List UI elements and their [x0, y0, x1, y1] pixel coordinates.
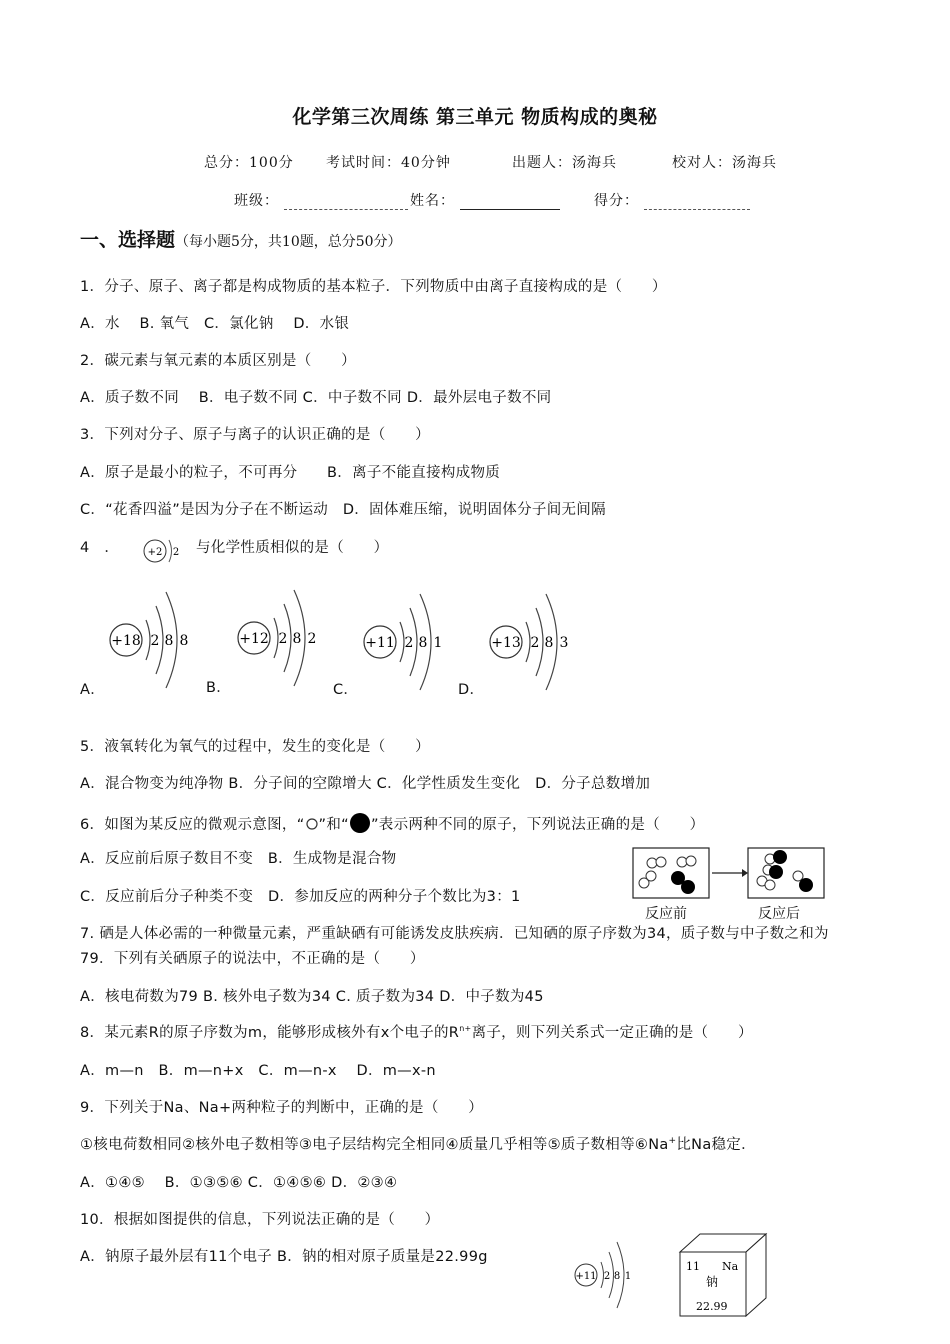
atom-d-nucleus: +13 — [491, 635, 521, 651]
q9-charge: + — [668, 1136, 677, 1147]
q9-statements-part2: 比Na稳定． — [676, 1137, 756, 1153]
name-field[interactable] — [410, 190, 560, 210]
q8-charge: n+ — [459, 1024, 472, 1034]
section-heading — [80, 225, 402, 252]
atom-d-shell-3: 3 — [559, 635, 569, 651]
element-card — [676, 1228, 772, 1318]
q3-option-ab: A．原子是最小的粒子，不可再分 B．离子不能直接构成物质 — [80, 465, 501, 481]
q6-stem-part3: ”表示两种不同的原子，下列说法正确的是（ ） — [370, 817, 705, 833]
q3-option-cd: C．“花香四溢”是因为分子在不断运动 D．固体难压缩，说明固体分子间无间隔 — [80, 502, 606, 518]
q3-stem: 3．下列对分子、原子与离子的认识正确的是（ ） — [80, 427, 430, 443]
sodium-nucleus: +11 — [575, 1271, 597, 1282]
element-symbol: Na — [722, 1260, 739, 1273]
q7-stem-line1: 7. 硒是人体必需的一种微量元素，严重缺硒有可能诱发皮肤疾病．已知硒的原子序数为34，质子数与中子数之和为 — [80, 926, 829, 942]
atom-a-shell-2: 8 — [164, 633, 174, 649]
q8-stem-part2: 离子，则下列关系式一定正确的是（ ） — [471, 1025, 753, 1041]
after-label: 反应后 — [758, 906, 800, 922]
element-mass: 22.99 — [696, 1300, 728, 1313]
q6-stem-part2: ”和“ — [318, 817, 349, 833]
element-name: 钠 — [706, 1275, 719, 1289]
atom-d-shell-1: 2 — [530, 635, 540, 651]
q6-stem — [80, 812, 704, 834]
atom-a-nucleus: +18 — [111, 633, 141, 649]
q9-options: A．①④⑤ B．①③⑤⑥ C．①④⑤⑥ D．②③④ — [80, 1175, 398, 1191]
sodium-shell-1: 2 — [603, 1271, 611, 1282]
q4-option-a-label[interactable]: A． — [80, 682, 106, 698]
name-label: 姓名： — [410, 193, 455, 209]
element-number: 11 — [686, 1260, 700, 1273]
q10-option-ab: A．钠原子最外层有11个电子 B．钠的相对原子质量是22.99g — [80, 1249, 488, 1265]
score-label: 得分： — [594, 193, 639, 209]
class-label: 班级： — [234, 193, 279, 209]
white-atom-icon — [305, 817, 319, 831]
q4-given-atom-diagram — [138, 534, 190, 574]
section-note: （每小题5分，共10题，总分50分） — [175, 234, 402, 250]
q2-stem: 2．碳元素与氧元素的本质区别是（ ） — [80, 353, 356, 369]
class-field[interactable] — [234, 190, 408, 210]
atom-b-shell-2: 8 — [292, 631, 302, 647]
q4-stem: 与化学性质相似的是（ ） — [196, 540, 389, 556]
proofreader: 校对人：汤海兵 — [672, 155, 777, 171]
atom-b-shell-1: 2 — [278, 631, 288, 647]
exam-time: 考试时间：40分钟 — [326, 155, 451, 171]
atom-b-shell-3: 2 — [307, 631, 317, 647]
q7-stem-line2: 79．下列有关硒原子的说法中，不正确的是（ ） — [80, 951, 425, 967]
given-shell-arc — [169, 540, 172, 562]
sodium-atom-diagram — [568, 1236, 648, 1314]
atom-diagram-c[interactable] — [354, 582, 454, 694]
q6-option-ab: A．反应前后原子数目不变 B．生成物是混合物 — [80, 851, 397, 867]
page-title: 化学第三次周练 第三单元 物质构成的奥秘 — [292, 106, 658, 128]
q9-statements — [80, 1133, 756, 1154]
atom-c-shell-1: 2 — [404, 635, 414, 651]
q2-options: A．质子数不同 B．电子数不同 C．中子数不同 D．最外层电子数不同 — [80, 390, 552, 406]
q1-stem: 1．分子、原子、离子都是构成物质的基本粒子．下列物质中由离子直接构成的是（ ） — [80, 279, 667, 295]
section-title: 一、选择题 — [80, 229, 176, 251]
q10-stem: 10．根据如图提供的信息，下列说法正确的是（ ） — [80, 1212, 440, 1228]
sodium-shell-2: 8 — [613, 1271, 621, 1282]
class-blank[interactable] — [284, 208, 408, 210]
q6-option-cd: C．反应前后分子种类不变 D．参加反应的两种分子个数比为3：1 — [80, 889, 521, 905]
total-score: 总分：100分 — [204, 155, 294, 171]
q4-option-c-label[interactable]: C． — [333, 682, 359, 698]
atom-diagram-a[interactable] — [100, 580, 200, 692]
sodium-shell-3: 1 — [624, 1271, 632, 1282]
q4-option-b-label[interactable]: B． — [206, 680, 232, 696]
q9-statements-part1: ①核电荷数相同②核外电子数相等③电子层结构完全相同④质量几乎相等⑤质子数相等⑥Na — [80, 1137, 669, 1153]
name-blank[interactable] — [460, 208, 560, 210]
atom-diagram-b[interactable] — [228, 580, 328, 692]
author: 出题人：汤海兵 — [512, 155, 617, 171]
q8-stem-part1: 8．某元素R的原子序数为m，能够形成核外有x个电子的R — [80, 1025, 460, 1041]
score-blank[interactable] — [644, 208, 750, 210]
q4-option-d-label[interactable]: D． — [458, 682, 485, 698]
atom-d-shell-2: 8 — [544, 635, 554, 651]
q6-stem-part1: 6．如图为某反应的微观示意图，“ — [80, 817, 305, 833]
atom-diagram-d[interactable] — [480, 582, 580, 694]
atom-c-shell-3: 1 — [433, 635, 443, 651]
black-atom-icon — [349, 812, 371, 834]
atom-c-shell-2: 8 — [418, 635, 428, 651]
given-nucleus-label: +2 — [147, 547, 163, 558]
atom-b-nucleus: +12 — [239, 631, 269, 647]
q1-options: A．水 B. 氧气 C．氯化钠 D．水银 — [80, 316, 350, 332]
q9-stem: 9．下列关于Na、Na+两种粒子的判断中，正确的是（ ） — [80, 1100, 484, 1116]
atom-c-nucleus: +11 — [365, 635, 395, 651]
q7-options: A．核电荷数为79 B. 核外电子数为34 C. 质子数为34 D．中子数为45 — [80, 989, 544, 1005]
given-shell-count: 2 — [172, 547, 180, 558]
q5-options: A．混合物变为纯净物 B．分子间的空隙增大 C．化学性质发生变化 D．分子总数增加 — [80, 776, 651, 792]
q8-stem — [80, 1021, 753, 1042]
q4-number: 4 ． — [80, 540, 120, 556]
atom-a-shell-1: 2 — [150, 633, 160, 649]
q8-options: A．m—n B．m—n+x C．m—n-x D．m—x-n — [80, 1063, 436, 1079]
score-field[interactable] — [594, 190, 750, 210]
atom-a-shell-3: 8 — [179, 633, 189, 649]
q5-stem: 5．液氧转化为氧气的过程中，发生的变化是（ ） — [80, 739, 430, 755]
before-label: 反应前 — [645, 906, 687, 922]
before-box — [633, 848, 709, 898]
